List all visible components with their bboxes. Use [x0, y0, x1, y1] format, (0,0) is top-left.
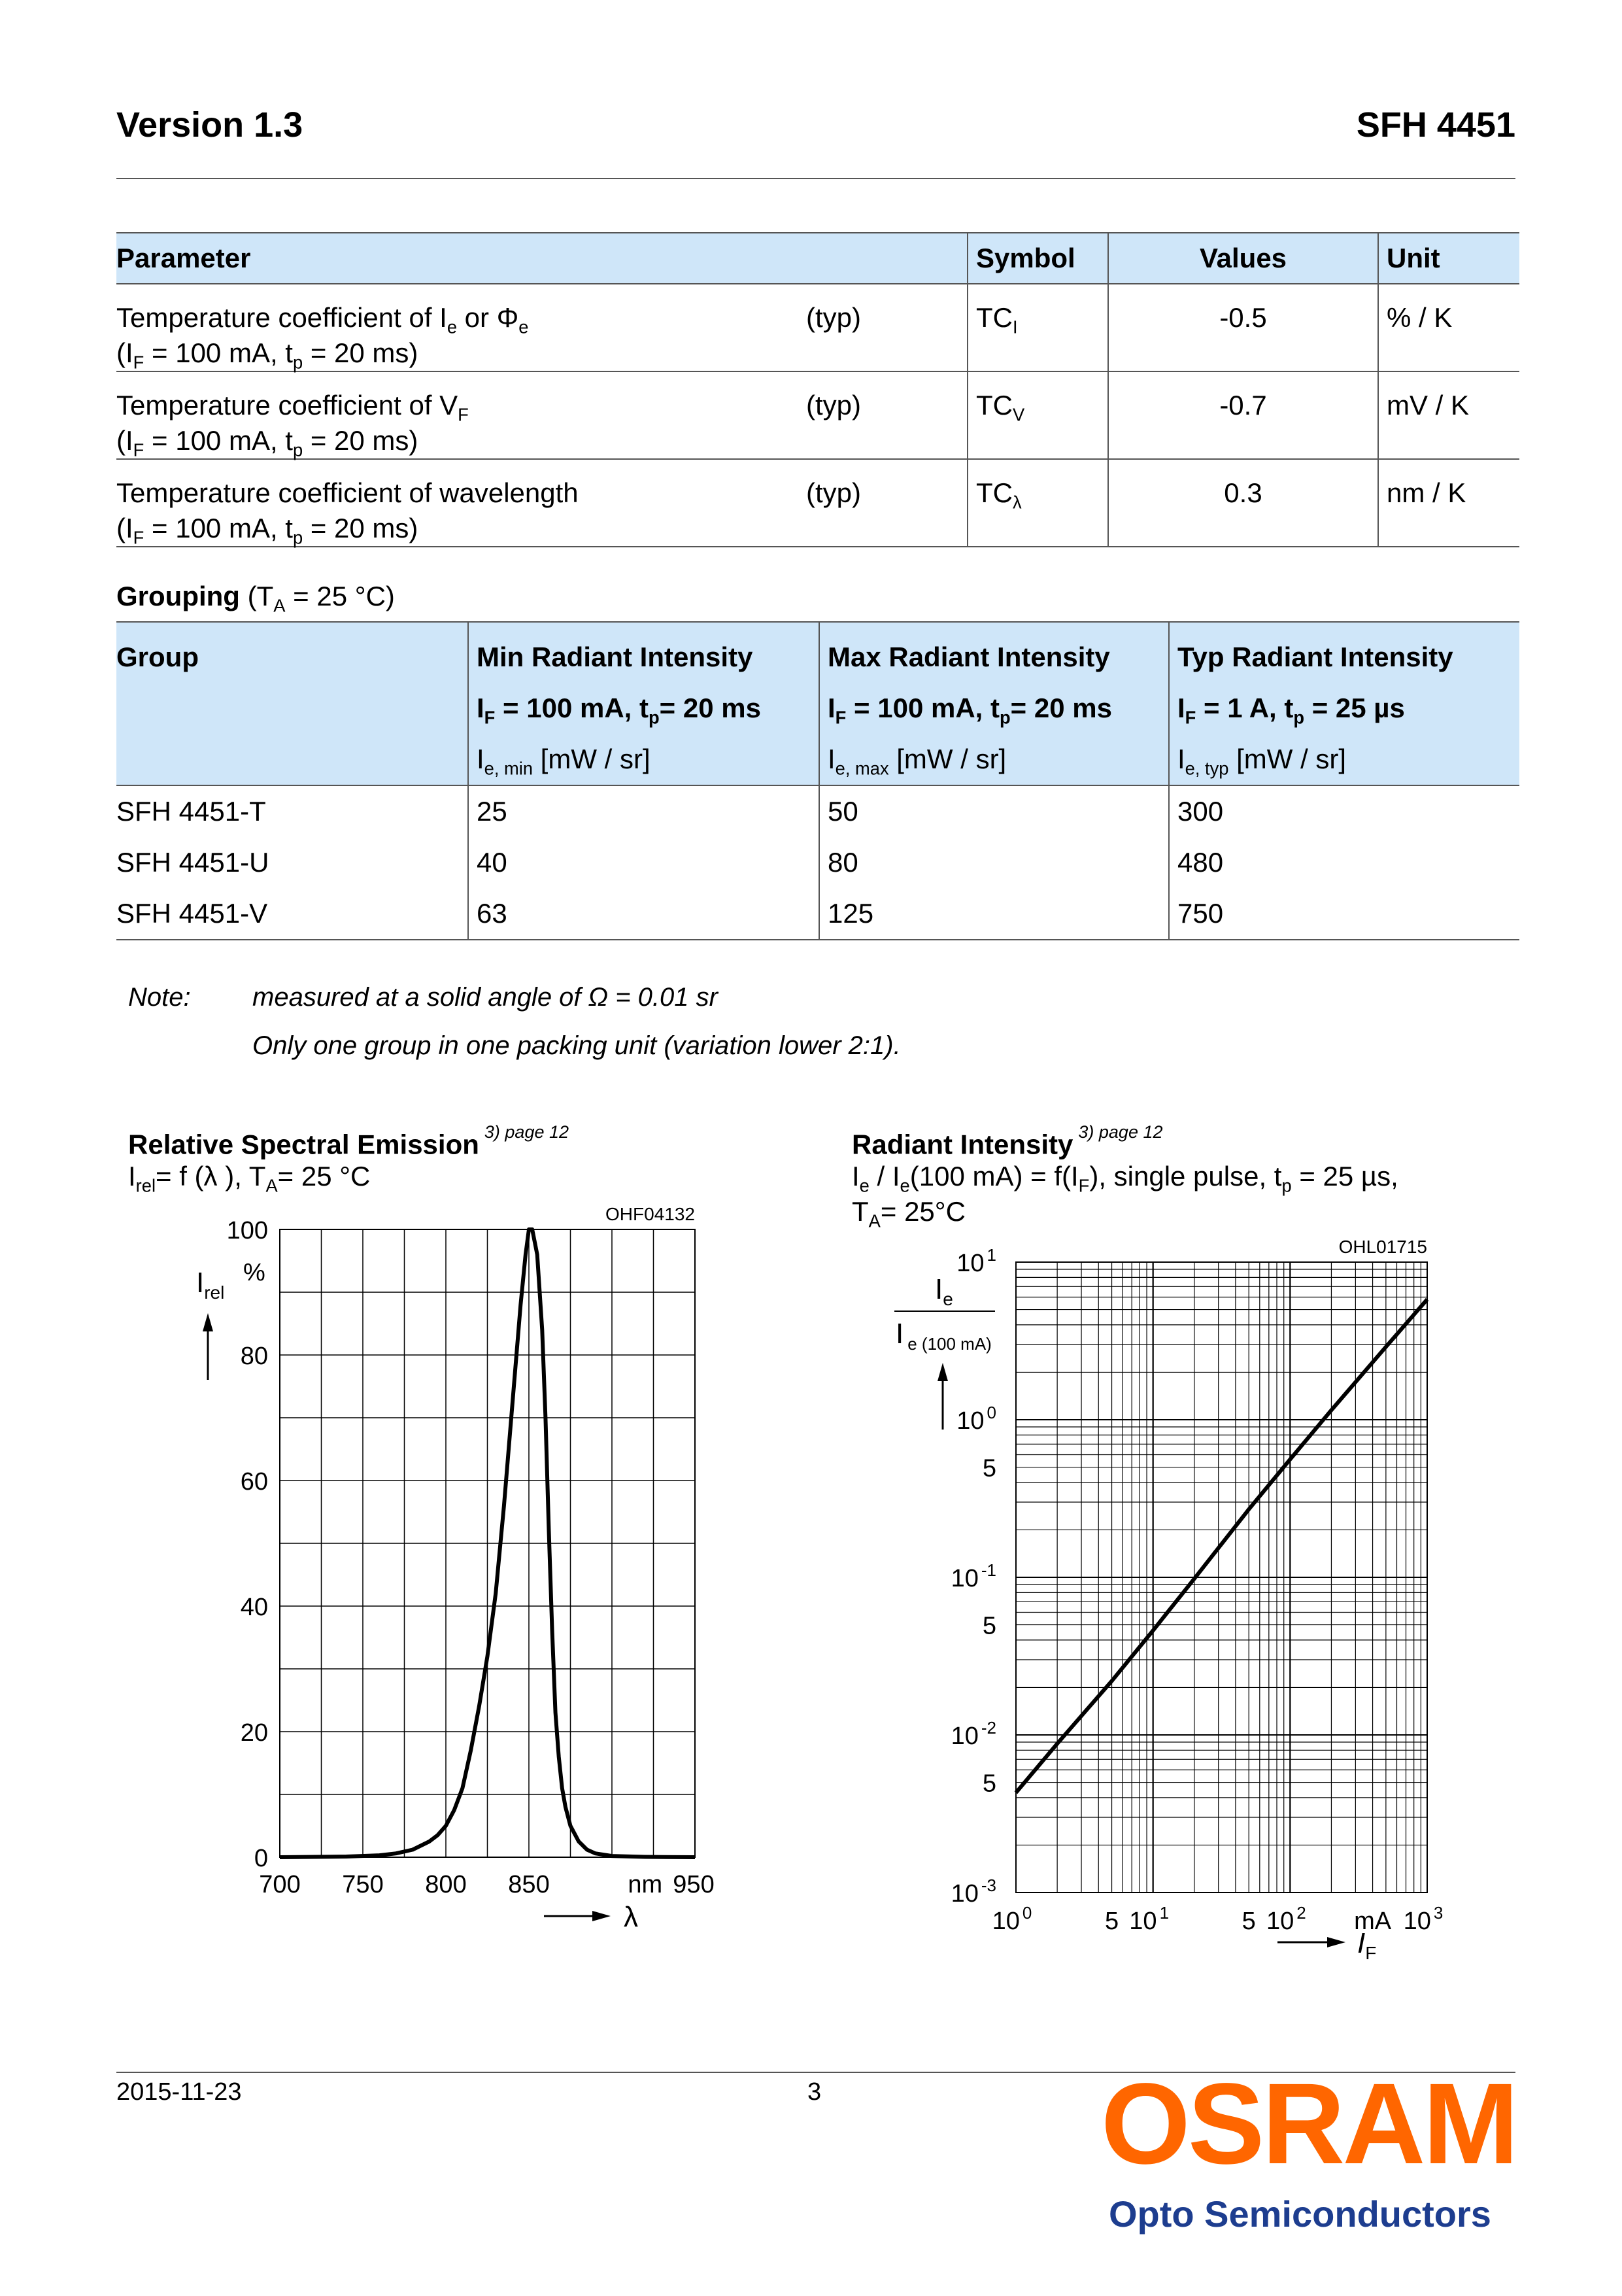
x-tick-label: 950 — [673, 1871, 715, 1898]
unit-cell: nm / K — [1378, 459, 1519, 547]
value-cell: -0.5 — [1108, 284, 1378, 371]
y-tick-label: 10 $^1$ — [956, 1245, 996, 1277]
x-tick-label: nm — [628, 1871, 663, 1898]
y-axis-arrowhead — [203, 1313, 213, 1331]
max-cell: 80 — [819, 837, 1169, 888]
y-tick-label: 5 — [982, 1612, 996, 1640]
y-unit-label: % — [243, 1259, 265, 1286]
y-tick-label: 5 — [982, 1770, 996, 1798]
footer-date: 2015-11-23 — [116, 2078, 242, 2106]
osram-logo: OSRAM — [1101, 2060, 1517, 2188]
y-axis-label-denominator: I $_{e (100 mA)}$ — [896, 1318, 992, 1354]
parameter-cell: (typ) Temperature coefficient of $V_F$ ($I_F = 100$ mA, $t_p = 20$ ms) — [116, 371, 968, 459]
x-tick-label: 5 — [1242, 1908, 1256, 1935]
y-tick-label: 10 $^0$ — [956, 1403, 996, 1435]
note-line-2: Only one group in one packing unit (variation lower 2:1). — [252, 1031, 901, 1060]
symbol-cell: $TC_I$ — [968, 284, 1108, 371]
part-number: SFH 4451 — [1356, 105, 1515, 145]
col-header-min: Min Radiant Intensity $I_F = 100$ mA, $t_p= 20$ ms $I_{e, min}$ [mW / sr] — [468, 622, 819, 785]
x-tick-label: 700 — [259, 1871, 301, 1898]
y-tick-label: 40 — [240, 1594, 268, 1621]
x-axis-arrowhead — [592, 1911, 611, 1921]
typ-label: (typ) — [806, 477, 861, 508]
y-tick-label: 20 — [240, 1719, 268, 1747]
col-header-max: Max Radiant Intensity $I_F = 100$ mA, $t_p= 20$ ms $I_{e, max}$ [mW / sr] — [819, 622, 1169, 785]
version-label: Version 1.3 — [116, 105, 303, 145]
y-axis-arrowhead — [938, 1363, 948, 1381]
logo-subtitle: Opto Semiconductors — [1109, 2193, 1491, 2235]
min-cell: 25 — [468, 785, 819, 837]
typ-cell: 750 — [1169, 888, 1519, 940]
typ-cell: 480 — [1169, 837, 1519, 888]
grouping-title: Grouping ($T_A = 25$ °C) — [116, 581, 395, 616]
chart-code: OHL01715 — [1338, 1237, 1427, 1257]
value-cell: 0.3 — [1108, 459, 1378, 547]
col-header-unit: Unit — [1378, 233, 1519, 284]
symbol-cell: $TC_V$ — [968, 371, 1108, 459]
parameter-cell: (typ) Temperature coefficient of wavelength ($I_F = 100$ mA, $t_p = 20$ ms) — [116, 459, 968, 547]
y-axis-label: $I_{rel}$ — [196, 1267, 225, 1303]
x-tick-label: 750 — [342, 1871, 384, 1898]
group-cell: SFH 4451-U — [116, 847, 269, 878]
y-tick-label: 10 $^{-1}$ — [951, 1560, 996, 1592]
x-tick-label: 10 $^0$ — [992, 1903, 1032, 1935]
note-label: Note: — [128, 983, 191, 1012]
x-tick-label: 850 — [508, 1871, 550, 1898]
y-tick-label: 80 — [240, 1343, 268, 1370]
x-tick-label: mA — [1354, 1908, 1392, 1935]
x-axis-arrowhead — [1327, 1937, 1345, 1947]
radiant-intensity-chart — [894, 1237, 1443, 1963]
y-tick-label: 60 — [240, 1468, 268, 1496]
group-cell: SFH 4451-V — [116, 888, 468, 940]
x-tick-label: 800 — [425, 1871, 467, 1898]
y-tick-label: 5 — [982, 1454, 996, 1482]
col-header-group: Group — [116, 622, 468, 785]
parameter-cell: (typ) Temperature coefficient of $I_e$ or $\Phi_e$ ($I_F = 100$ mA, $t_p = 20$ ms) — [116, 284, 968, 371]
y-tick-label: 0 — [254, 1845, 268, 1872]
col-header-values: Values — [1108, 233, 1378, 284]
x-tick-label: 10 $^3$ — [1403, 1903, 1444, 1935]
page-number: 3 — [807, 2078, 822, 2106]
chart1-subtitle: $I_{rel}= f$ (λ ), $T_A= 25$ °C — [128, 1161, 371, 1196]
typ-cell: 300 — [1169, 785, 1519, 837]
x-axis-label: λ — [624, 1901, 638, 1933]
typ-label: (typ) — [806, 302, 861, 333]
unit-cell: % / K — [1378, 284, 1519, 371]
group-cell: SFH 4451-T — [116, 796, 266, 827]
x-tick-label: 5 — [1104, 1908, 1119, 1935]
unit-cell: mV / K — [1378, 371, 1519, 459]
y-tick-label: 100 — [226, 1217, 268, 1244]
note-line-1: measured at a solid angle of Ω = 0.01 sr — [252, 983, 718, 1012]
value-cell: -0.7 — [1108, 371, 1378, 459]
x-tick-label: 10 $^1$ — [1129, 1903, 1170, 1935]
col-header-typ: Typ Radiant Intensity $I_F = 1$ A, $t_p = 25$ µs $I_{e, typ}$ [mW / sr] — [1169, 622, 1519, 785]
spectral-emission-chart — [196, 1204, 715, 1933]
col-header-parameter: Parameter — [116, 233, 968, 284]
chart-code: OHF04132 — [605, 1204, 695, 1224]
x-tick-label: 10 $^2$ — [1266, 1903, 1306, 1935]
y-tick-label: 10 $^{-3}$ — [951, 1876, 996, 1908]
y-axis-label-numerator: $I_e$ — [935, 1273, 953, 1309]
chart2-subtitle: $I_e / I_e(100$ $mA) = f(I_F)$, single pulse, $t_p = 25$ µs, $T_A= 25^\circ C$ — [852, 1161, 1398, 1231]
col-header-symbol: Symbol — [968, 233, 1108, 284]
series-line-radiant-intensity — [1016, 1299, 1427, 1792]
chart2-title: Radiant Intensity $^{3) page 12}$ — [852, 1122, 1163, 1160]
max-cell: 50 — [819, 785, 1169, 837]
symbol-cell: $TC_\lambda$ — [968, 459, 1108, 547]
min-cell: 63 — [468, 888, 819, 940]
x-axis-label: $I_F$ — [1357, 1927, 1377, 1963]
chart1-title: Relative Spectral Emission $^{3) page 12}$ — [128, 1122, 569, 1160]
max-cell: 125 — [819, 888, 1169, 940]
y-tick-label: 10 $^{-2}$ — [951, 1718, 996, 1750]
min-cell: 40 — [468, 837, 819, 888]
typ-label: (typ) — [806, 390, 861, 420]
